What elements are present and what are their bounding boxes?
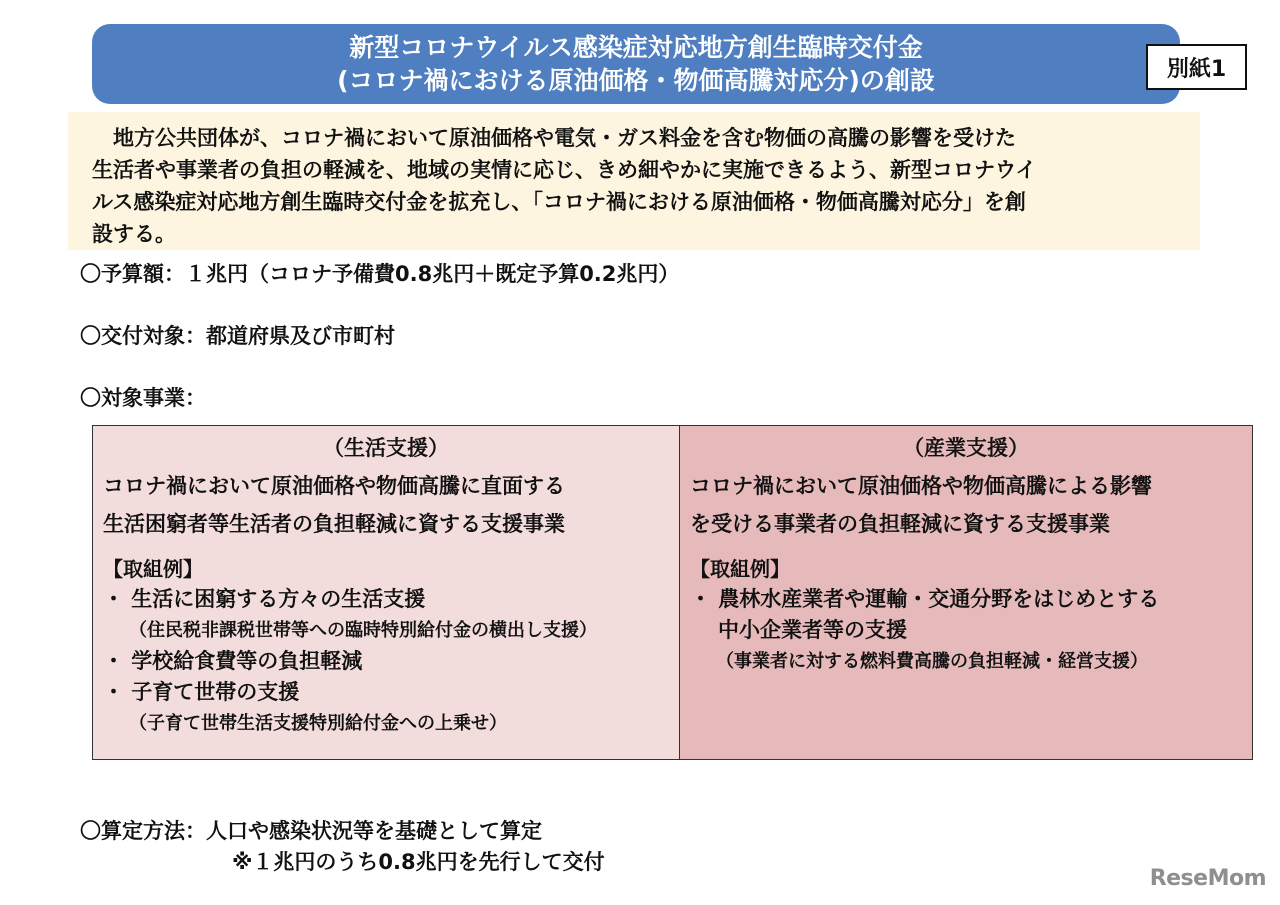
industry-support-example-1-cont: 中小企業者等の支援: [718, 618, 907, 642]
life-support-box: [92, 425, 680, 760]
budget-item: 〇予算額：１兆円（コロナ予備費0.8兆円＋既定予算0.2兆円）: [80, 262, 680, 286]
industry-support-box: [679, 425, 1253, 760]
industry-support-example-1-note: （事業者に対する燃料費高騰の負担軽減・経営支援）: [716, 651, 1148, 672]
resemom-logo: ReseMom: [1149, 866, 1266, 891]
intro-line: 設する。: [92, 222, 176, 246]
industry-support-desc-2: を受ける事業者の負担軽減に資する支援事業: [690, 512, 1110, 536]
attachment-label: 別紙1: [1146, 44, 1247, 90]
industry-support-desc-1: コロナ禍において原油価格や物価高騰による影響: [690, 474, 1152, 498]
life-support-example-2: ・ 学校給食費等の負担軽減: [103, 649, 363, 673]
life-support-desc-2: 生活困窮者等生活者の負担軽減に資する支援事業: [103, 512, 565, 536]
industry-support-heading: （産業支援）: [903, 436, 1029, 460]
title-banner: [92, 24, 1180, 104]
intro-box: [68, 112, 1200, 250]
life-support-example-3-note: （子育て世帯生活支援特別給付金への上乗せ）: [129, 713, 507, 734]
method-item: 〇算定方法：人口や感染状況等を基礎として算定: [80, 819, 542, 843]
industry-support-examples-title: 【取組例】: [690, 557, 790, 581]
life-support-example-1: ・ 生活に困窮する方々の生活支援: [103, 587, 426, 611]
industry-support-example-1: ・ 農林水産業者や運輸・交通分野をはじめとする: [690, 587, 1160, 611]
title-line-2: (コロナ禍における原油価格・物価高騰対応分)の創設: [337, 66, 935, 95]
life-support-heading: （生活支援）: [323, 436, 449, 460]
intro-line: ルス感染症対応地方創生臨時交付金を拡充し、「コロナ禍における原油価格・物価高騰対応分」を創: [92, 190, 1026, 214]
intro-line: 生活者や事業者の負担の軽減を、地域の実情に応じ、きめ細やかに実施できるよう、新型コロナウイ: [92, 158, 1037, 182]
life-support-desc-1: コロナ禍において原油価格や物価高騰に直面する: [103, 474, 565, 498]
life-support-example-1-note: （住民税非課税世帯等への臨時特別給付金の横出し支援）: [129, 620, 597, 641]
title-line-1: 新型コロナウイルス感染症対応地方創生臨時交付金: [349, 33, 923, 62]
life-support-example-3: ・ 子育て世帯の支援: [103, 680, 300, 704]
intro-line: 地方公共団体が、コロナ禍において原油価格や電気・ガス料金を含む物価の高騰の影響を受けた: [92, 126, 1016, 150]
method-note: ※１兆円のうち0.8兆円を先行して交付: [232, 850, 605, 874]
recipients-item: 〇交付対象：都道府県及び市町村: [80, 324, 395, 348]
life-support-examples-title: 【取組例】: [103, 557, 203, 581]
projects-item: 〇対象事業：: [80, 386, 206, 410]
